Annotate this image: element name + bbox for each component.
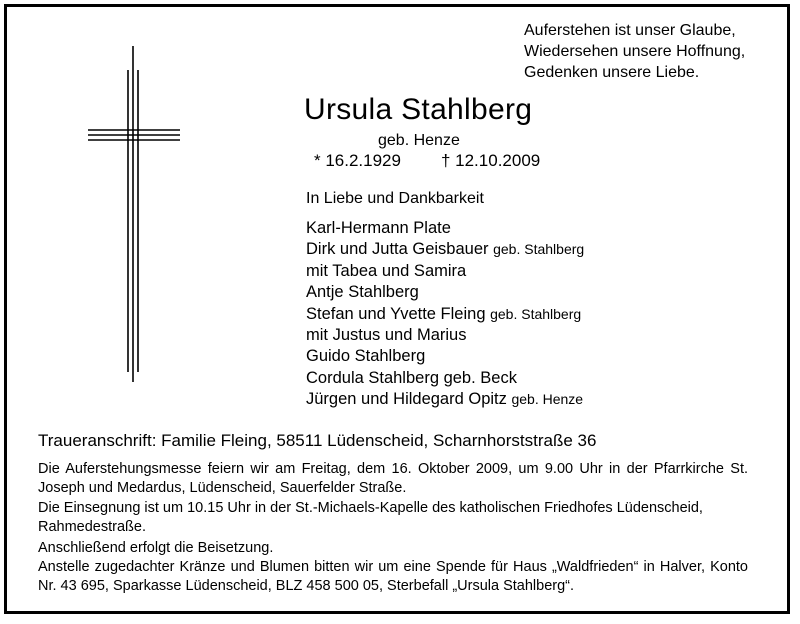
mourner-name: mit Justus und Marius xyxy=(306,326,467,345)
mourner-name: Jürgen und Hildegard Opitz xyxy=(306,390,507,409)
motto-line: Wiedersehen unsere Hoffnung, xyxy=(524,43,746,60)
mourner-name: Cordula Stahlberg geb. Beck xyxy=(306,368,517,387)
mourner-line xyxy=(306,218,584,239)
burial-paragraph: Anschließend erfolgt die Beisetzung. xyxy=(38,540,274,556)
mourners-list xyxy=(306,218,584,411)
mourner-line xyxy=(306,282,584,303)
mourner-name: Karl-Hermann Plate xyxy=(306,219,451,237)
mourner-note: geb. Stahlberg xyxy=(493,241,585,258)
mourner-name: Guido Stahlberg xyxy=(306,347,426,366)
mourner-line xyxy=(306,368,584,389)
donation-paragraph: Anstelle zugedachter Kränze und Blumen bitten wir um eine Spende für Haus „Waldfrieden“ in Halver, Konto Nr. 43 695, Sparkasse Lüdenscheid, BLZ 458 500 05, Sterbefall „Ursula Stahlberg“. xyxy=(38,559,748,594)
born-name: geb. Henze xyxy=(378,132,460,149)
mass-paragraph: Die Auferstehungsmesse feiern wir am Freitag, dem 16. Oktober 2009, um 9.00 Uhr in der Pfarrkirche St. Joseph und Medardus, Lüdenscheid, Sauerfelder Straße. xyxy=(38,461,748,496)
thanks-line: In Liebe und Dankbarkeit xyxy=(306,190,484,207)
mourner-line xyxy=(306,325,584,346)
motto xyxy=(524,20,745,83)
mourner-note: geb. Henze xyxy=(511,391,584,408)
birth-date: * 16.2.1929 xyxy=(314,151,401,170)
mourner-line xyxy=(306,261,584,282)
motto-line: Gedenken unsere Liebe. xyxy=(524,64,700,81)
mourner-line xyxy=(306,346,584,367)
mourner-name: Antje Stahlberg xyxy=(306,283,419,302)
mourner-line xyxy=(306,239,584,260)
mourner-name: mit Tabea und Samira xyxy=(306,261,467,280)
life-dates xyxy=(314,151,540,171)
mourner-name: Dirk und Jutta Geisbauer xyxy=(306,240,489,259)
blessing-paragraph: Die Einsegnung ist um 10.15 Uhr in der St.-Michaels-Kapelle des katholischen Friedhofes Lüdenscheid, Rahmedestraße. xyxy=(38,500,703,535)
mourning-address: Traueranschrift: Familie Fleing, 58511 Lüdenscheid, Scharnhorststraße 36 xyxy=(38,431,597,450)
mourner-note: geb. Stahlberg xyxy=(490,305,582,322)
death-date: † 12.10.2009 xyxy=(440,151,541,170)
mourner-line xyxy=(306,304,584,325)
mourner-name: Stefan und Yvette Fleing xyxy=(306,304,486,323)
motto-line: Auferstehen ist unser Glaube, xyxy=(524,22,736,39)
mourner-line xyxy=(306,389,584,410)
deceased-name: Ursula Stahlberg xyxy=(304,93,533,126)
